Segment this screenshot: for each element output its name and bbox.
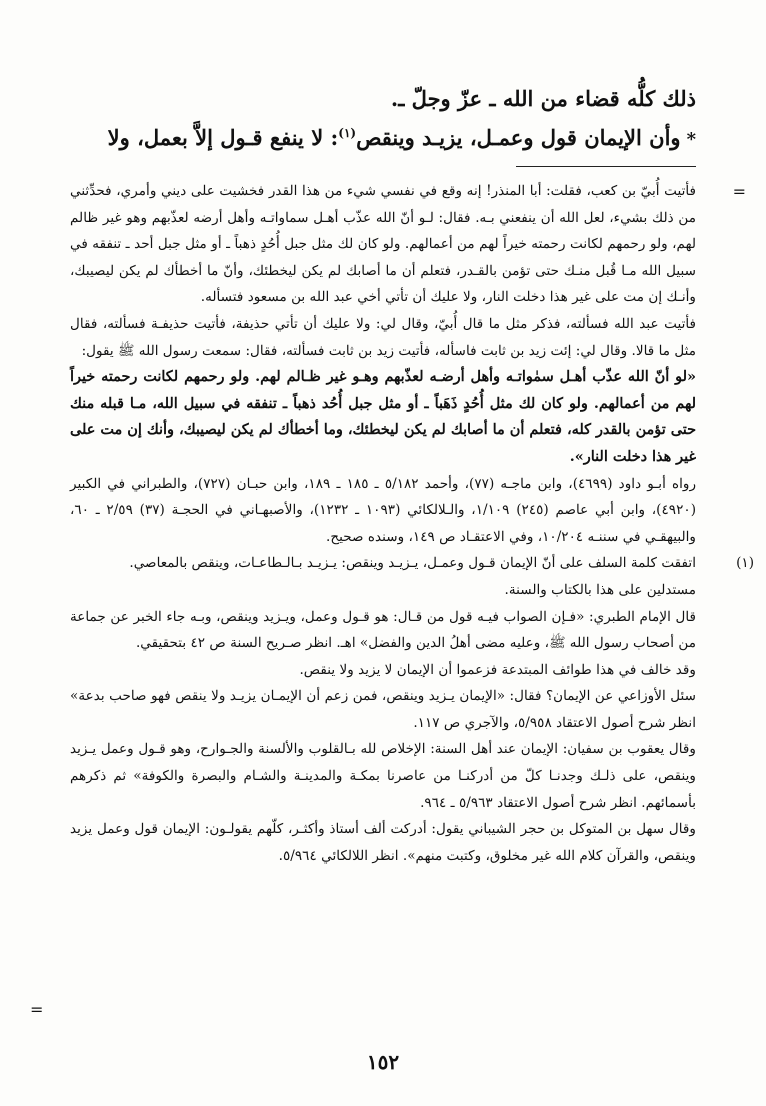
main-line-2-start: وأن الإيمان قول وعمـل، يزيـد وينقص	[356, 125, 681, 150]
footnote-separator	[516, 166, 696, 167]
footnote-1-para-3: قال الإمام الطبري: «فـإن الصواب فيـه قول من قـال: هو قـول وعمل، ويـزيد وينقص، وبـه جاء الخبر عن جماعة من أصحاب رسول الله ﷺ، وعليه مضى أهلُ الدين والفضل» اهـ. انظر صـريح السنة ص ٤٢ بتحقيقي.	[70, 608, 696, 652]
footnote-continued-para-1: فأتيت أُبيّ بن كعب، فقلت: أبا المنذر! إنه وقع في نفسي شيء من هذا القدر فخشيت على ديني وأمري، فحدِّثني من ذلك بشيء، لعل الله أن ينفعني بـه. فقال: لـو أنّ الله عذّب أهـل سماواتـه وأهل أرضه لعذّبهم وهو غير ظالم لهم، ولو رحمهم لكانت رحمته خيراً لهم من أعمالهم. ولو كان لك مثل جبل أُحُدٍ ذهباً ـ أو مثل جبل أحد ـ تنفقه في سبيل الله مـا قُبل منـك حتى تؤمن بالقـدر، فتعلم أن ما أصابك لم يكن ليخطئك، وأنّ ما أخطأك لم يكن ليصيبك، وأنـك إن مت على غير هذا دخلت النار، ولا عليك أن تأتي أخي عبد الله بن مسعود فتسأله.	[70, 183, 696, 306]
main-line-2-end: : لا ينفع قـول إلاَّ بعمل، ولا	[107, 125, 339, 150]
footnote-1-para-2: مستدلين على هذا بالكتاب والسنة.	[504, 581, 696, 598]
footnote-1-para-1: اتفقت كلمة السلف على أنّ الإيمان قـول وعمـل، يـزيـد وينقص: يـزيـد بـالـطاعـات، وينقص بالمعاصي.	[129, 555, 696, 572]
main-line-1: ذلك كلُّه قضاء من الله ـ عزّ وجلّ ـ.	[390, 86, 696, 111]
main-text	[76, 82, 696, 157]
footnote-1-para-5: سئل الأوزاعي عن الإيمان؟ فقال: «الإيمان يـزيد وينقص، فمن زعم أن الإيمـان يزيـد ولا ينقص فهو صاحب بدعة» انظر شرح أصول الاعتقاد ٥/٩٥٨، والآجري ص ١١٧.	[70, 688, 696, 731]
hadith-quote: «لو أنّ الله عذّب أهـل سمٰواتـه وأهل أرضـه لعذّبهم وهـو غير ظـالم لهم. ولو رحمهم لكانت رحمته خيراً لهم من أعمالهم. ولو كان لك مثل أُحُدٍ ذَهَباً ـ أو مثل جبل أُحُد ذهباً ـ تنفقه في سبيل الله، مـا قبله منك حتى تؤمن بالقدر كله، فتعلم أن ما أصابك لم يكن ليخطئك، وما أخطأك لم يكن ليصيبك، وأنك إن مت على غير هذا دخلت النار».	[70, 368, 696, 465]
footnotes	[70, 178, 754, 869]
main-line-2	[76, 116, 696, 157]
page-number: ١٥٢	[366, 1050, 400, 1074]
footnote-1-para-7: وقال سهل بن المتوكل بن حجر الشيباني يقول: أدركت ألف أستاذ وأكثـر، كلّهم يقولـون: الإيمان قول وعمل يزيد وينقص، والقرآن كلام الله غير مخلوق، وكتبت منهم». انظر اللالكائي ٥/٩٦٤.	[70, 821, 696, 864]
footnote-reference[interactable]: (١)	[338, 126, 357, 140]
footnote-1	[70, 550, 754, 869]
continuation-mark-top: =	[732, 182, 746, 201]
continuation-mark-bottom: =	[30, 1000, 44, 1019]
hadith-sources: رواه أبـو داود (٤٦٩٩)، وابن ماجـه (٧٧)، وأحمد ٥/١٨٢ ـ ١٨٥ ـ ١٨٩، وابن حبـان (٧٢٧)، والطبراني في الكبير (٤٩٢٠)، وابن أبي عاصم (٢٤٥) ١/١٠٩، والـلالكائي (١٠٩٣ ـ ١٢٣٢)، والأصبهـاني في الحجـة (٣٧) ٢/٥٩ ـ ٦٠، والبيهقـي في سننـه ١٠/٢٠٤، وفي الاعتقـاد ص ١٤٩، وسنده صحيح.	[70, 475, 697, 545]
footnote-1-para-6: وقال يعقوب بن سفيان: الإيمان عند أهل السنة: الإخلاص لله بـالقلوب والألسنة والجـوارح، وهو قـول وعمل يـزيد وينقص، على ذلـك وجدنـا كلّ من أدركنـا من عاصرنا بمكـة والمدينـة والشـام والبصرة والكوفة» ثم ذكرهم بأسمائهم. انظر شرح أصول الاعتقاد ٥/٩٦٣ ـ ٩٦٤.	[70, 741, 696, 811]
star-bullet: *	[686, 129, 696, 150]
footnote-continued-para-2: فأتيت عبد الله فسألته، فذكر مثل ما قال أُبيّ، وقال لي: ولا عليك أن تأتي حذيفة، فأتيت حذيفـة فسألته، فقال مثل ما قالا. وقال لي: إئت زيد بن ثابت فاسأله، فأتيت زيد بن ثابت فسألته، فقال: سمعت رسول الله ﷺ يقول:	[70, 315, 696, 359]
footnote-1-para-4: وقد خالف في هذا طوائف المبتدعة فزعموا أن الإيمان لا يزيد ولا ينقص.	[299, 661, 696, 678]
footnote-1-number: (١)	[736, 555, 754, 572]
